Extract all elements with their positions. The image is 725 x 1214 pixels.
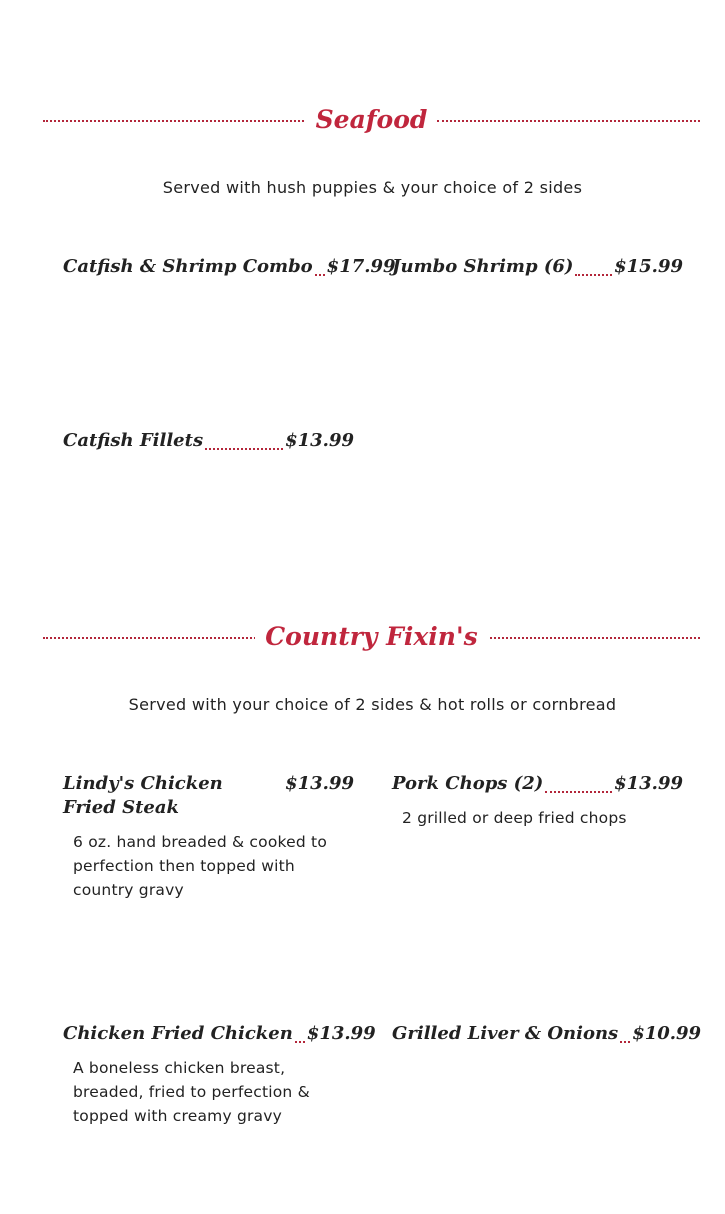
- item-price: $17.99: [326, 256, 396, 277]
- item-name: Grilled Liver & Onions: [392, 1023, 619, 1044]
- item-price: $15.99: [614, 256, 683, 277]
- dotted-leader: [315, 274, 325, 276]
- dotted-leader: [255, 772, 283, 774]
- menu-item: [63, 255, 396, 279]
- section-subtitle: Served with hush puppies & your choice of 2 sides: [162, 178, 583, 197]
- menu-item: [63, 1022, 376, 1128]
- item-name: Catfish Fillets: [63, 430, 204, 451]
- dotted-leader: [575, 274, 612, 276]
- item-price: $13.99: [614, 773, 683, 794]
- item-name: Catfish & Shrimp Combo: [63, 256, 313, 277]
- item-price: $13.99: [285, 430, 354, 451]
- dotted-leader: [295, 1041, 305, 1043]
- item-description: 6 oz. hand breaded & cooked to perfection then topped with country gravy: [73, 833, 328, 899]
- section-heading: Country Fixin's: [255, 622, 487, 651]
- item-name: Chicken Fried Chicken: [63, 1023, 293, 1044]
- section-title-seafood: [43, 100, 700, 140]
- item-description: 2 grilled or deep fried chops: [402, 809, 627, 827]
- dotted-leader: [620, 1041, 630, 1043]
- section-heading: Seafood: [306, 105, 438, 134]
- menu-item: [392, 255, 683, 279]
- menu-item: [63, 772, 354, 902]
- item-price: $13.99: [306, 1023, 376, 1044]
- section-title-country-fixins: [43, 617, 700, 657]
- item-price: $13.99: [285, 773, 354, 794]
- item-price: $10.99: [632, 1023, 702, 1044]
- section-subtitle: Served with your choice of 2 sides & hot rolls or cornbread: [128, 695, 617, 714]
- menu-item: [392, 772, 683, 830]
- dotted-leader: [545, 791, 612, 793]
- item-name: Pork Chops (2): [392, 773, 544, 794]
- menu-item: [63, 429, 354, 453]
- item-name: Lindy's Chicken Fried Steak: [63, 773, 223, 818]
- dotted-leader: [205, 448, 283, 450]
- item-name: Jumbo Shrimp (6): [392, 256, 574, 277]
- menu-item: [392, 1022, 702, 1046]
- item-description: A boneless chicken breast, breaded, fried to perfection & topped with creamy gravy: [73, 1059, 310, 1125]
